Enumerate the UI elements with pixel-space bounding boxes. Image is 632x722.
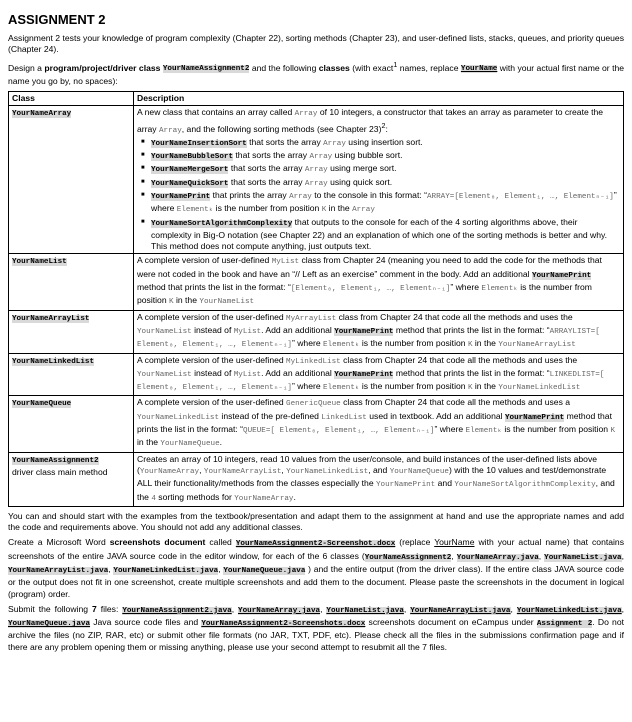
filename: YourNameList.java	[326, 606, 404, 615]
text-span: with your actual name) that contains screenshots of the entire JAVA source code in the editor window, for each of the 6 classes (	[8, 537, 624, 561]
class-cell	[9, 254, 134, 310]
text-span: A complete version of the user-defined	[137, 397, 287, 408]
filename: YourNameQueue.java	[223, 567, 306, 575]
class-cell	[9, 452, 134, 506]
text-span: A complete version of the user-defined	[137, 311, 287, 322]
code-span: YourNameArrayList	[498, 341, 576, 350]
text-span: using bubble sort.	[332, 150, 403, 161]
text-span: ,	[199, 464, 204, 475]
classes-table	[8, 91, 624, 507]
method-name: YourNamePrint	[531, 271, 592, 280]
text-span: method that prints the list in the format: “	[137, 282, 291, 293]
design-text: Design a	[8, 62, 45, 73]
text-span: ) and the entire output (from the driver class). If the entire class JAVA source code or the output does not fit in one screenshot, create multiple screenshots and add them to the document. Please paste the screenshots in the document in logical (program) order.	[8, 564, 625, 599]
text-span: ,	[451, 550, 457, 561]
text-span: A complete version of the user-defined	[137, 354, 287, 365]
format-string: QUEUE=[ Element₀, Element₁, …, Elementₙ₋₁]	[243, 427, 435, 436]
emph-span: screenshots document	[109, 537, 206, 548]
text-span: in the	[173, 295, 200, 306]
code-span: YourNameQueue	[160, 440, 220, 449]
design-text: with your actual first name or the name you go by, no spaces):	[8, 62, 625, 86]
text-span: ,	[320, 603, 327, 614]
text-span: ,	[281, 464, 287, 475]
document-page	[8, 0, 624, 653]
text-span: that outputs to the console for each of the 4 sorting algorithms above, their complexity in Big-O notation (see Chapter 22) and an explanation of which one of the sorting methods is better and why. This method does not compute anything, just outputs text.	[151, 216, 608, 252]
text-span: Java source code files and	[90, 617, 202, 628]
list-item	[145, 190, 620, 217]
code-span: MyList	[233, 327, 262, 336]
text-span: instead of	[191, 324, 234, 335]
text-span: ” where	[291, 338, 324, 349]
design-paragraph	[8, 60, 624, 87]
method-name: YourNamePrint	[504, 413, 565, 422]
class-subtitle: driver class main method	[12, 466, 108, 477]
code-span: YourNameLinkedList	[137, 413, 220, 422]
description-text	[137, 107, 620, 136]
code-span: MyList	[271, 258, 300, 267]
description-cell	[134, 452, 624, 506]
filename: YourNameArrayList.java	[410, 606, 511, 615]
code-span: K	[169, 298, 174, 307]
code-span: Array	[304, 166, 328, 175]
text-span: class from Chapter 24 that code all the methods and uses the	[340, 354, 578, 365]
text-span: . Add an additional	[261, 367, 335, 378]
code-span: Elementₖ	[465, 427, 502, 436]
text-span: (replace	[395, 537, 435, 548]
text-span: that prints the array	[210, 189, 290, 200]
text-span: is the number from position	[359, 338, 468, 349]
text-span: that sorts the array	[233, 150, 310, 161]
text-span: using insertion sort.	[345, 136, 423, 147]
method-list	[137, 137, 620, 253]
method-name: YourNameQuickSort	[151, 179, 229, 188]
code-span: Array	[309, 153, 333, 162]
filename: YourNameAssignment2	[364, 553, 452, 562]
text-span: method that prints the list in the format: “	[137, 410, 612, 435]
table-row	[9, 310, 624, 353]
text-span: class from Chapter 24 that code all the methods and uses a	[340, 397, 571, 408]
text-span: ,	[621, 550, 625, 561]
code-span: Array	[294, 110, 318, 119]
method-name: YourNamePrint	[334, 370, 394, 379]
text-span: in the	[472, 381, 499, 392]
table-header-row	[9, 92, 624, 106]
text-span: ) with the 10 values and test/demonstrate ALL their functionality/methods from the classes especially the	[137, 464, 607, 489]
filename: YourNameArray.java	[456, 553, 539, 562]
text-span: class from Chapter 24 that code all the methods and uses the	[336, 311, 573, 322]
design-text: (with exact	[349, 62, 394, 73]
text-span: ” where	[450, 282, 482, 293]
text-span: ,	[231, 603, 239, 614]
text-span: using quick sort.	[327, 176, 393, 187]
footnote-ref: 2	[381, 121, 386, 130]
method-name: YourNameSortAlgorithmComplexity	[151, 219, 293, 228]
text-span: .	[293, 491, 296, 502]
class-cell	[9, 310, 134, 353]
text-span: and	[435, 478, 455, 489]
code-span: Elementₖ	[176, 206, 214, 215]
filename: YourNameQueue.java	[8, 620, 91, 629]
list-item	[145, 163, 620, 176]
list-item	[145, 137, 620, 150]
code-span: K	[467, 341, 473, 350]
text-span: . Do not archive the files (no ZIP, RAR, etc) or submit other file formats (no JAR, TXT, PDF, etc). Please check all the files in the submissions confirmation page and if there are any problem opening them or missing anything, please use your second attempt to resubmit all the 7 files.	[8, 617, 625, 652]
code-span: K	[467, 384, 473, 393]
code-span: YourNamePrint	[376, 481, 436, 490]
class-cell	[9, 353, 134, 396]
text-span: :	[385, 123, 388, 134]
code-span: Array	[352, 206, 375, 215]
text-span: ,	[403, 603, 411, 614]
guidance-paragraph: You can and should start with the examples from the textbook/presentation and adapt them to the assignment at hand and use the appropriate names and add the code and requirements above. You should not add any additional classes.	[8, 510, 624, 533]
code-span: YourNameList	[137, 370, 192, 379]
text-span: ” where	[151, 189, 617, 214]
text-span: ” where	[291, 381, 324, 392]
footnote-ref: 1	[393, 60, 398, 69]
list-item	[145, 177, 620, 190]
text-span: ” where	[434, 424, 466, 435]
filename: YourNameArrayList.java	[8, 567, 109, 575]
code-span: Array	[323, 139, 346, 148]
code-span: K	[610, 427, 615, 436]
code-span: YourNameList	[199, 298, 255, 307]
design-text: names, replace	[397, 62, 461, 73]
text-span: that sorts the array	[246, 136, 324, 147]
class-cell	[9, 396, 134, 452]
code-span: YourNameLinkedList	[286, 467, 369, 476]
text-span: instead of	[191, 367, 234, 378]
code-span: YourNameArray	[234, 494, 294, 503]
text-span: class from Chapter 24 (meaning you need to add the code for the methods that were not coded in the book and have an “// Left as an exercise” comment in the body. Add an additional	[137, 255, 602, 279]
text-span: sorting methods for	[155, 491, 235, 502]
description-cell	[134, 310, 624, 353]
code-span: GenericQueue	[286, 400, 341, 409]
method-name: YourNamePrint	[151, 192, 211, 201]
text-span: . Add an additional	[261, 324, 335, 335]
assignment-name: Assignment 2	[536, 620, 593, 629]
text-span: Create a Microsoft Word	[8, 537, 110, 548]
text-span: in the	[137, 437, 161, 448]
code-span: Elementₖ	[481, 285, 518, 294]
class-cell	[9, 106, 134, 254]
code-span: 4	[151, 494, 156, 503]
submission-paragraph	[8, 604, 624, 653]
format-string: LINKEDLIST=[ Element₀, Element₁, …, Elementₙ₋₁]	[137, 370, 605, 393]
code-span: Array	[289, 192, 312, 201]
filename: YourNameArray.java	[238, 606, 321, 615]
text-span: , and	[368, 464, 390, 475]
method-name: YourNameBubbleSort	[151, 153, 234, 162]
text-span: is the number from position	[502, 424, 611, 435]
text-span: is the number from position	[359, 381, 468, 392]
class-name: YourNameQueue	[12, 400, 72, 409]
text-span: ,	[538, 550, 545, 561]
table-row	[9, 396, 624, 452]
text-span: in the	[472, 338, 499, 349]
code-span: Array	[158, 126, 182, 135]
description-cell	[134, 353, 624, 396]
text-span: Creates an array of 10 integers, read 10 values from the user/console, and build instances of the user-defined lists above (	[137, 453, 598, 475]
text-span: is the number from position	[213, 203, 322, 214]
description-cell	[134, 254, 624, 310]
design-emph: program/project/driver class	[44, 62, 161, 73]
text-span: is the number from position	[137, 282, 592, 306]
code-span: Elementₖ	[323, 341, 360, 350]
emph-span: 7	[91, 603, 97, 614]
description-cell	[134, 106, 624, 254]
code-span: YourNameArray	[139, 467, 200, 476]
text-span: .	[219, 437, 223, 448]
text-span: used in textbook. Add an additional	[366, 410, 505, 421]
text-span: that sorts the array	[228, 176, 305, 187]
filename: YourNameAssignment2-Screenshots.docx	[201, 620, 366, 629]
text-span: instead of the pre-defined	[219, 410, 322, 421]
text-span: that sorts the array	[228, 163, 305, 174]
table-row	[9, 254, 624, 310]
text-span: , and the	[137, 478, 615, 502]
table-row	[9, 106, 624, 254]
list-item	[145, 150, 620, 163]
filename: YourNameAssignment2-Screenshot.docx	[235, 540, 396, 549]
class-name: YourNameList	[12, 258, 67, 267]
text-span: A new class that contains an array called	[137, 107, 295, 118]
table-row	[9, 452, 624, 506]
format-string: ARRAY=[Element₀, Element₁, …, Elementₙ₋₁]	[426, 192, 614, 201]
text-span: screenshots document on eCampus under	[365, 617, 537, 628]
code-span: YourNameArrayList	[203, 467, 282, 476]
code-span: YourNameQueue	[389, 467, 449, 476]
text-span: to the console in this format: “	[311, 189, 427, 200]
text-span: using merge sort.	[327, 163, 397, 174]
code-span: K	[321, 206, 327, 215]
yourname-token: YourName	[434, 537, 475, 548]
method-name: YourNamePrint	[334, 327, 394, 336]
text-span: of 10 integers, a constructor that takes an array as parameter to create the array	[137, 107, 604, 134]
code-span: MyList	[233, 370, 262, 379]
code-span: MyArrayList	[286, 314, 337, 323]
header-description: Description	[134, 92, 624, 106]
design-text: and the following	[249, 62, 319, 73]
method-name: YourNameInsertionSort	[151, 139, 247, 148]
driver-class-name: YourNameAssignment2	[162, 65, 250, 74]
code-span: MyLinkedList	[286, 357, 341, 366]
design-emph: classes	[318, 62, 350, 73]
list-item	[145, 217, 620, 253]
assignment-title: ASSIGNMENT 2	[8, 12, 106, 27]
screenshots-paragraph	[8, 537, 624, 599]
code-span: YourNameSortAlgorithmComplexity	[454, 481, 596, 490]
yourname-token: YourName	[460, 65, 498, 74]
text-span: in the	[326, 203, 353, 214]
text-span: method that prints the list in the format: “	[393, 324, 550, 335]
text-span: , and the following sorting methods (see Chapter 23)	[181, 123, 382, 134]
format-string: ARRAYLIST=[ Element₀, Element₁, …, Elementₙ₋₁]	[137, 327, 600, 350]
class-name: YourNameArray	[12, 110, 72, 119]
filename: YourNameLinkedList.java	[516, 606, 622, 615]
class-name: YourNameLinkedList	[12, 357, 95, 366]
code-span: Elementₖ	[323, 384, 360, 393]
text-span: files:	[96, 603, 123, 614]
intro-paragraph: Assignment 2 tests your knowledge of program complexity (Chapter 22), sorting methods (Chapter 23), and user-defined lists, stacks, queues, and priority queues (Chapter 24).	[8, 33, 624, 55]
text-span: method that prints the list in the format: “	[393, 367, 550, 378]
filename: YourNameLinkedList.java	[113, 567, 219, 575]
code-span: YourNameList	[137, 327, 192, 336]
filename: YourNameList.java	[544, 553, 622, 562]
code-span: LinkedList	[321, 413, 367, 422]
text-span: ,	[108, 564, 114, 574]
text-span: A complete version of user-defined	[137, 255, 272, 266]
code-span: YourNameLinkedList	[498, 384, 581, 393]
text-span: ,	[621, 603, 625, 614]
class-name: YourNameAssignment2	[12, 456, 99, 465]
header-class: Class	[9, 92, 134, 106]
text-span: ,	[218, 564, 224, 574]
text-span: called	[205, 537, 236, 548]
format-string: [Element₀, Element₁, …, Elementₙ₋₁]	[290, 285, 451, 294]
text-span: ,	[510, 603, 517, 614]
text-span: Submit the following	[8, 603, 92, 614]
class-name: YourNameArrayList	[12, 314, 90, 323]
table-row	[9, 353, 624, 396]
method-name: YourNameMergeSort	[151, 166, 229, 175]
description-cell	[134, 396, 624, 452]
code-span: Array	[304, 179, 328, 188]
filename: YourNameAssignment2.java	[122, 606, 232, 615]
